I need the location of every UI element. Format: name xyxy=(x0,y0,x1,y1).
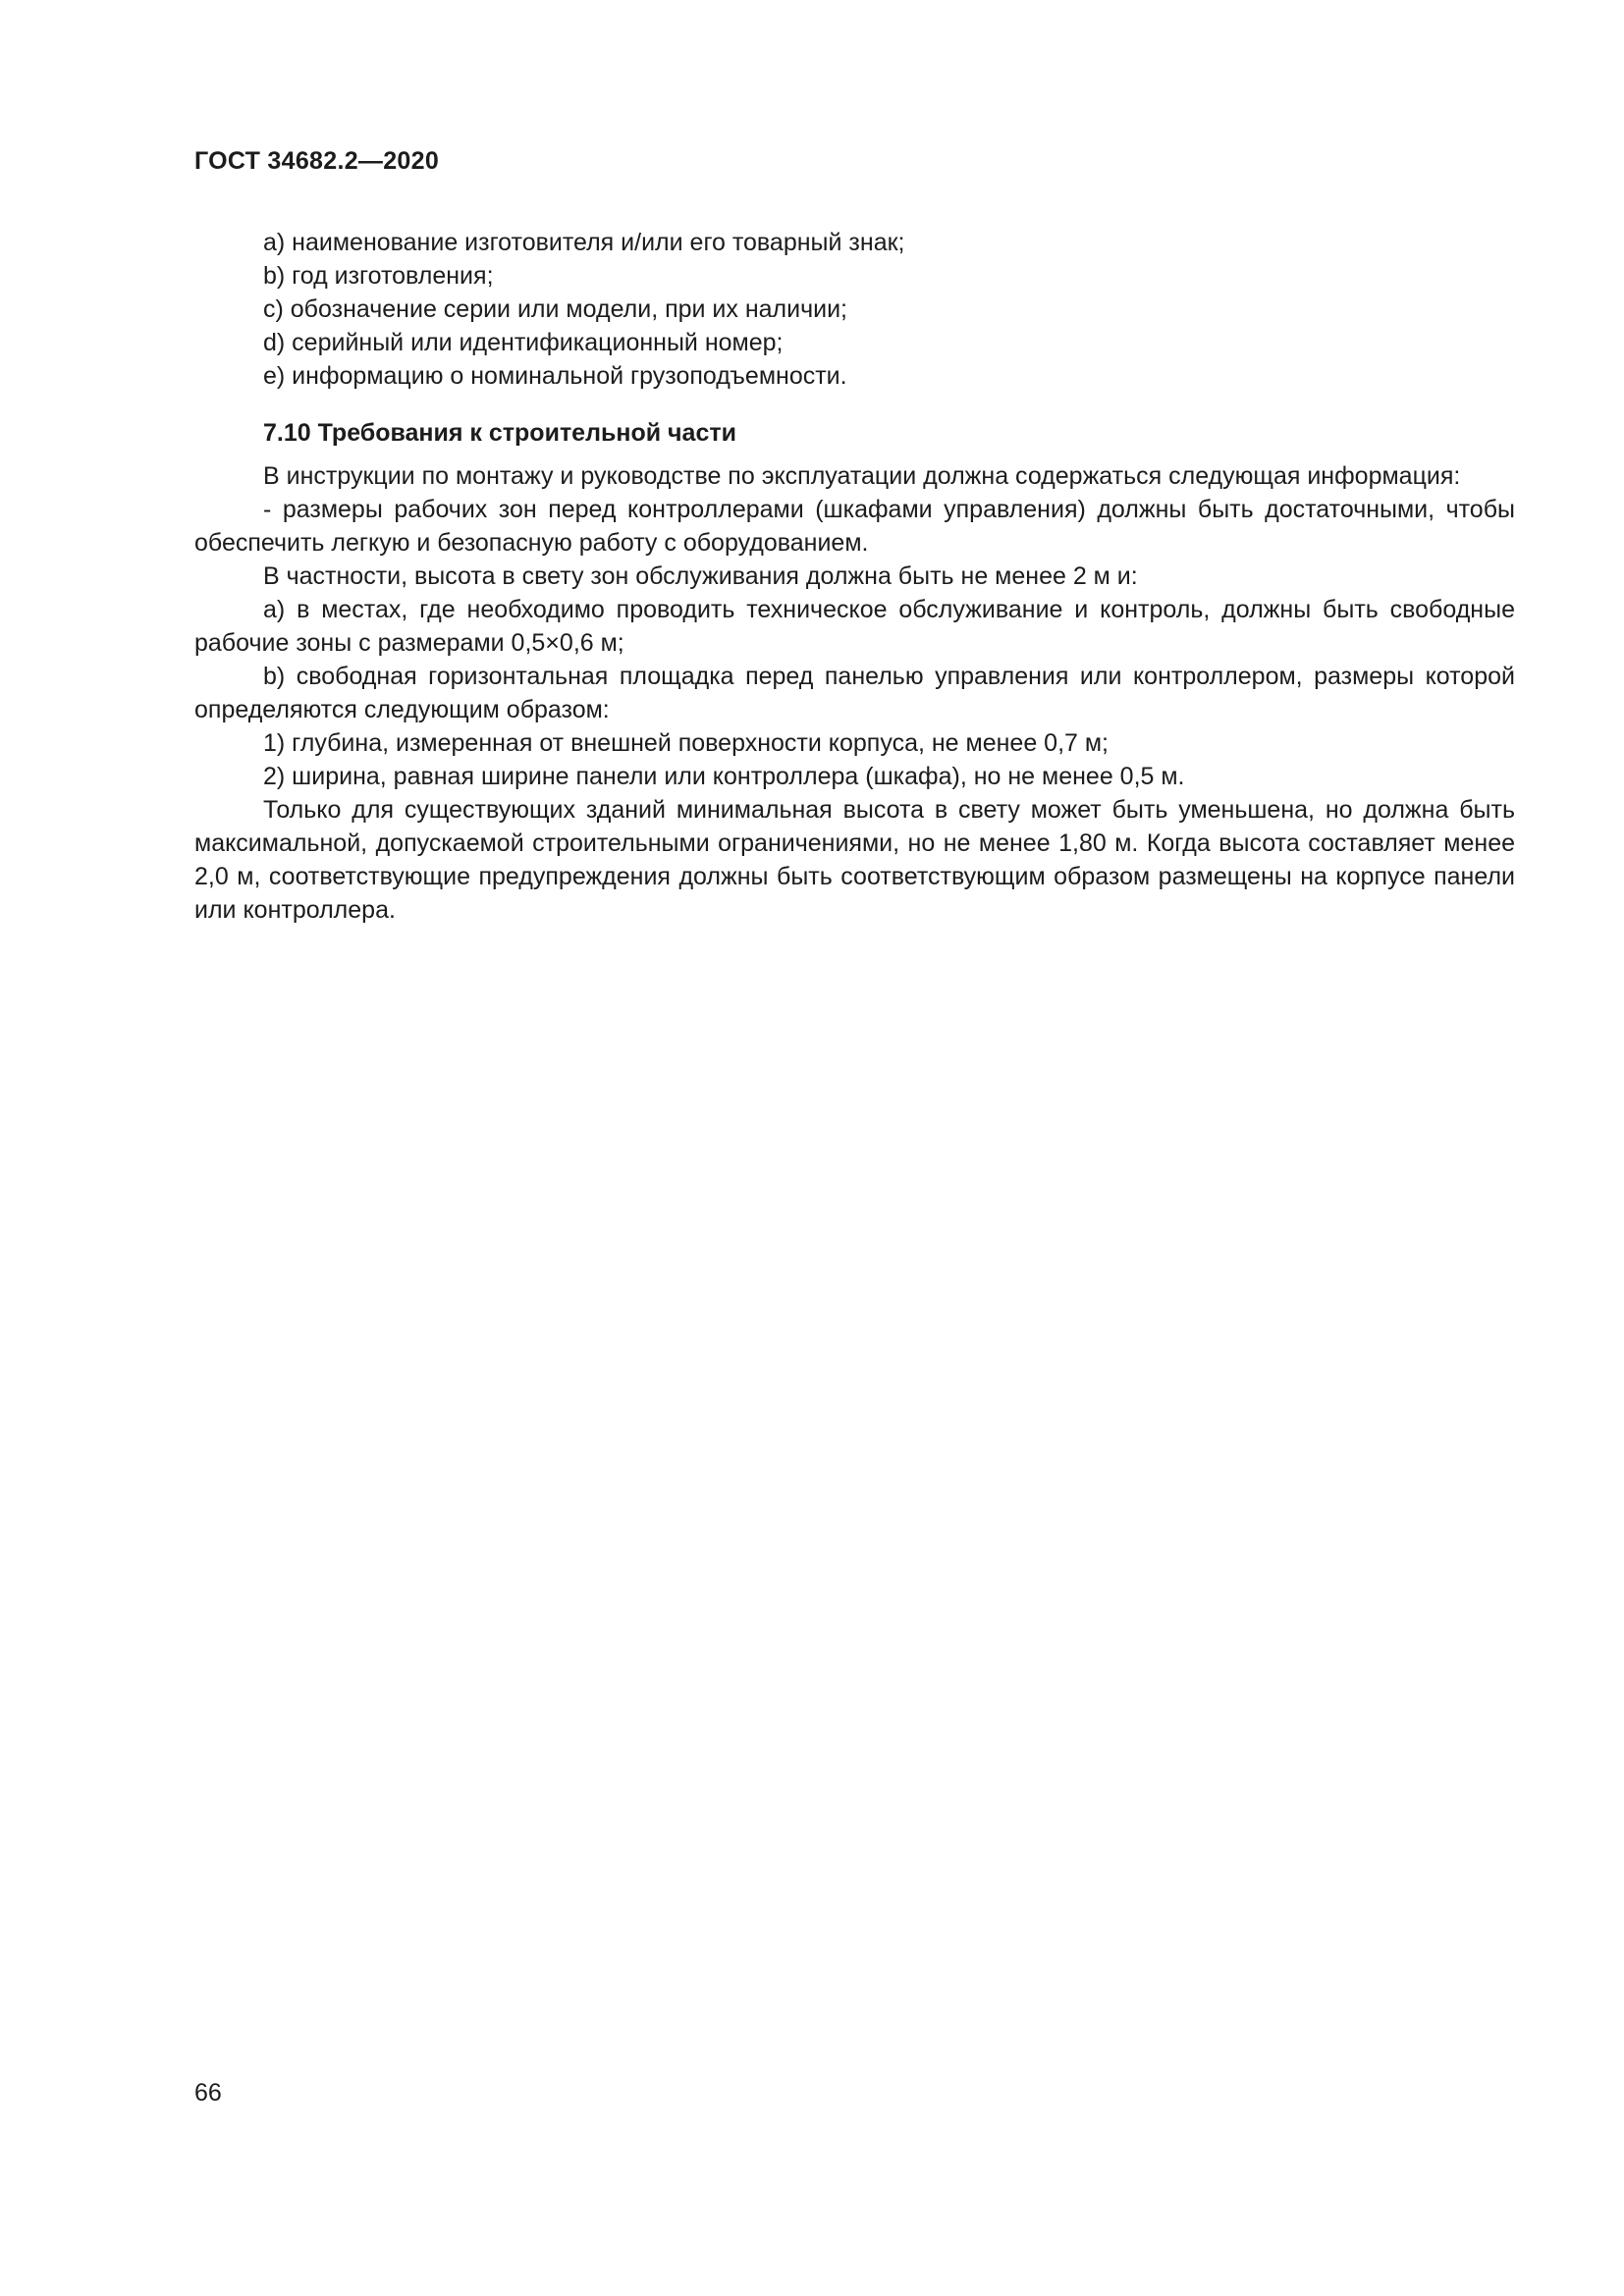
section-heading: 7.10 Требования к строительной части xyxy=(263,419,736,447)
closing-paragraph: Только для существующих зданий минимальная высота в свету может быть уменьшена, но должна быть максимальной, допускаемой строительными ограничениями, но не менее 1,80 м. Когда высота составляет менее 2,0 м, соответствующие предупреждения должны быть соответствующим образом размещены на корпусе панели или контроллера. xyxy=(194,796,1515,924)
document-header: ГОСТ 34682.2—2020 xyxy=(194,147,440,175)
page-content xyxy=(194,226,1515,927)
dash-item: - размеры рабочих зон перед контроллерами (шкафами управления) должны быть достаточными, чтобы обеспечить легкую и безопасную работу с оборудованием. xyxy=(194,496,1515,557)
marking-item-a: a) наименование изготовителя и/или его товарный знак; xyxy=(263,229,905,256)
dimension-item-1: 1) глубина, измеренная от внешней поверхности корпуса, не менее 0,7 м; xyxy=(263,729,1109,757)
marking-item-b: b) год изготовления; xyxy=(263,262,494,290)
page-number: 66 xyxy=(194,2079,222,2107)
dimension-item-2: 2) ширина, равная ширине панели или контроллера (шкафа), но не менее 0,5 м. xyxy=(263,763,1185,790)
section-intro: В инструкции по монтажу и руководстве по эксплуатации должна содержаться следующая информация: xyxy=(263,462,1461,490)
requirement-item-a: a) в местах, где необходимо проводить техническое обслуживание и контроль, должны быть свободные рабочие зоны с размерами 0,5×0,6 м; xyxy=(194,596,1515,657)
marking-item-d: d) серийный или идентификационный номер; xyxy=(263,329,784,356)
height-requirement: В частности, высота в свету зон обслуживания должна быть не менее 2 м и: xyxy=(263,562,1138,590)
requirement-item-b: b) свободная горизонтальная площадка перед панелью управления или контроллером, размеры которой определяются следующим образом: xyxy=(194,663,1515,723)
marking-item-c: c) обозначение серии или модели, при их наличии; xyxy=(263,295,848,323)
marking-item-e: e) информацию о номинальной грузоподъемности. xyxy=(263,362,847,390)
